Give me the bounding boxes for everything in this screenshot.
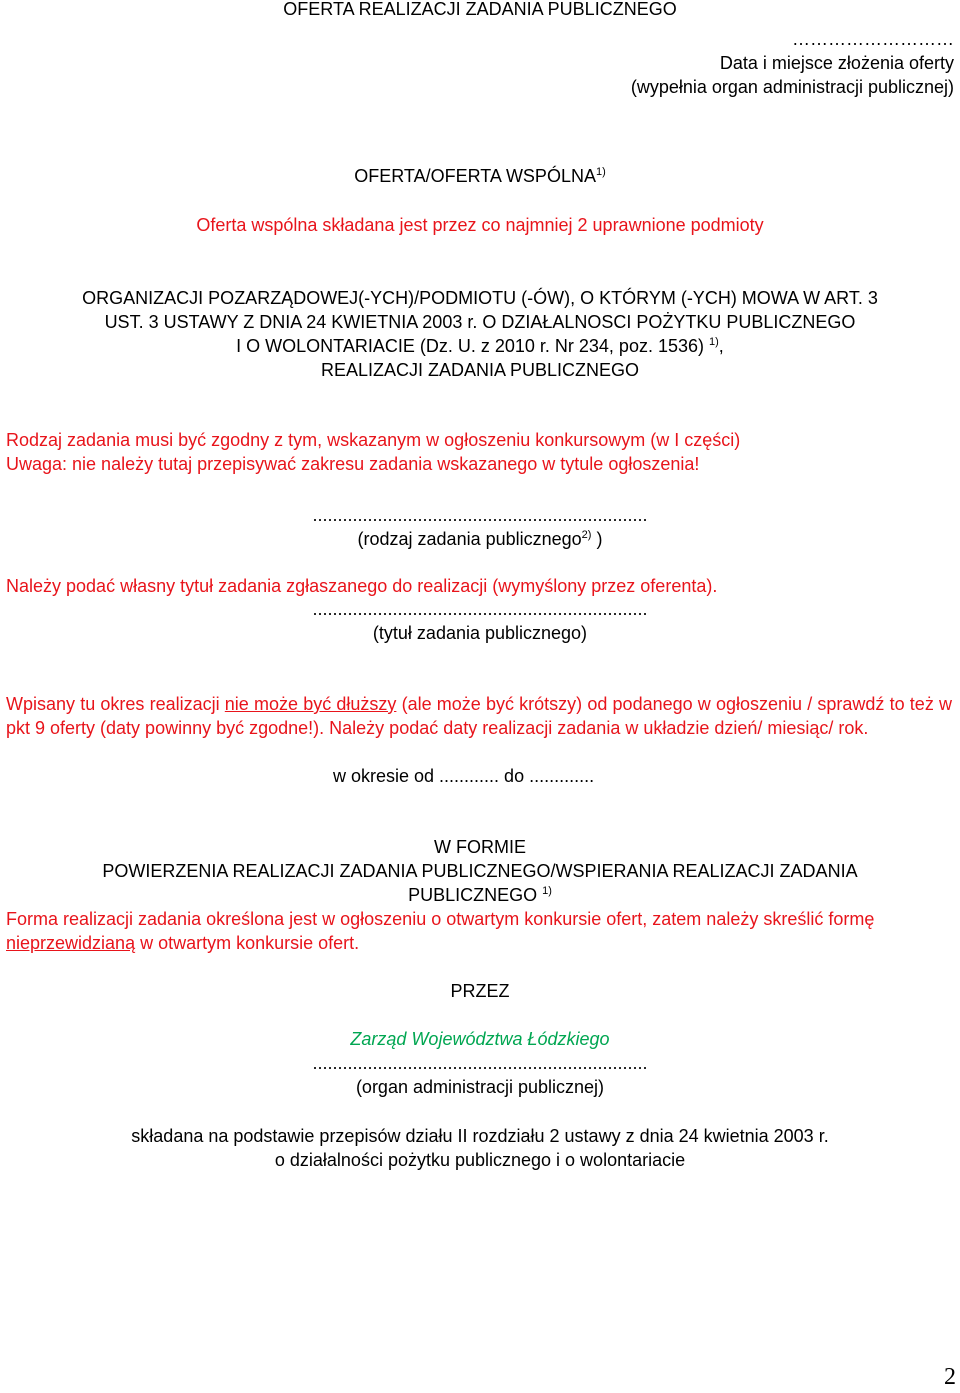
form-note-emphasis: nieprzewidzianą bbox=[6, 933, 136, 953]
form-heading: W FORMIE bbox=[434, 837, 526, 857]
org-line-3 bbox=[0, 334, 960, 358]
organization-block bbox=[0, 286, 960, 382]
offer-type-text: OFERTA/OFERTA WSPÓLNA bbox=[354, 166, 596, 186]
form-note-text-2: w otwartym konkursie ofert. bbox=[135, 933, 360, 953]
period-field: w okresie od ............ do ............. bbox=[333, 766, 595, 786]
organ-dots: ................................................................... bbox=[312, 1053, 648, 1073]
period-note-text-2: (ale może być krótszy) od podanego w ogłoszeniu / sprawdź to też w pkt 9 oferty (daty powinny być zgodne!). Należy podać daty realizacji zadania w układzie dzień/ miesiąc/ rok. bbox=[6, 694, 952, 738]
header-title-row bbox=[0, 0, 960, 21]
form-line-1: POWIERZENIA REALIZACJI ZADANIA PUBLICZNEGO/WSPIERANIA REALIZACJI ZADANIA bbox=[102, 861, 858, 881]
task-kind-label bbox=[0, 527, 960, 551]
offer-type-heading bbox=[0, 164, 960, 188]
task-title-label: (tytuł zadania publicznego) bbox=[372, 623, 588, 643]
period-note-text-1: Wpisany tu okres realizacji bbox=[6, 694, 225, 714]
task-kind-label-text: (rodzaj zadania publicznego bbox=[357, 529, 582, 549]
task-kind-field bbox=[0, 503, 960, 551]
footnote-ref: 2) bbox=[581, 529, 592, 541]
task-title-field bbox=[0, 597, 960, 645]
org-line-2: UST. 3 USTAWY Z DNIA 24 KWIETNIA 2003 r. O DZIAŁALNOSCI POŻYTKU PUBLICZNEGO bbox=[104, 312, 856, 332]
footnote-ref: 1) bbox=[595, 166, 606, 178]
org-line-3-tail: , bbox=[718, 336, 724, 356]
period-note-emphasis: nie może być dłuższy bbox=[224, 694, 397, 714]
task-kind-note bbox=[6, 428, 956, 476]
task-title-dots: ................................................................... bbox=[312, 599, 648, 619]
org-line-4: REALIZACJI ZADANIA PUBLICZNEGO bbox=[320, 360, 640, 380]
date-place-hint: (wypełnia organ administracji publicznej) bbox=[630, 77, 954, 97]
title-note: Należy podać własny tytuł zadania zgłaszanego do realizacji (wymyślony przez oferenta). bbox=[6, 576, 718, 596]
task-kind-label-tail: ) bbox=[596, 529, 603, 549]
organ-block bbox=[0, 1027, 960, 1099]
date-place-block bbox=[354, 27, 954, 99]
legal-basis-line-1: składana na podstawie przepisów działu II rozdziału 2 ustawy z dnia 24 kwietnia 2003 r. bbox=[131, 1126, 829, 1146]
legal-basis bbox=[0, 1124, 960, 1172]
footnote-ref: 1) bbox=[542, 885, 552, 897]
organ-label: (organ administracji publicznej) bbox=[355, 1077, 605, 1097]
date-place-label: Data i miejsce złożenia oferty bbox=[719, 53, 954, 73]
by-heading: PRZEZ bbox=[450, 981, 510, 1001]
document-title: OFERTA REALIZACJI ZADANIA PUBLICZNEGO bbox=[283, 0, 677, 19]
period-note bbox=[6, 692, 952, 740]
page-number: 2 bbox=[944, 1364, 956, 1390]
task-kind-note-line-2: Uwaga: nie należy tutaj przepisywać zakresu zadania wskazanego w tytule ogłoszenia! bbox=[6, 454, 700, 474]
org-line-3-text: I O WOLONTARIACIE (Dz. U. z 2010 r. Nr 234, poz. 1536) bbox=[236, 336, 704, 356]
form-line-2 bbox=[0, 883, 960, 907]
date-place-dots: ……………………… bbox=[792, 29, 954, 49]
task-kind-dots: ................................................................... bbox=[312, 505, 648, 525]
form-note bbox=[6, 907, 956, 955]
organ-name: Zarząd Województwa Łódzkiego bbox=[350, 1029, 610, 1049]
task-kind-note-line-1: Rodzaj zadania musi być zgodny z tym, wskazanym w ogłoszeniu konkursowym (w I części) bbox=[6, 430, 741, 450]
form-block bbox=[0, 835, 960, 907]
form-line-2-text: PUBLICZNEGO bbox=[408, 885, 538, 905]
joint-offer-note: Oferta wspólna składana jest przez co najmniej 2 uprawnione podmioty bbox=[196, 215, 764, 235]
form-note-text-1: Forma realizacji zadania określona jest w ogłoszeniu o otwartym konkursie ofert, zatem należy skreślić formę bbox=[6, 909, 875, 929]
legal-basis-line-2: o działalności pożytku publicznego i o wolontariacie bbox=[274, 1150, 686, 1170]
footnote-ref: 1) bbox=[709, 336, 719, 348]
org-line-1: ORGANIZACJI POZARZĄDOWEJ(-YCH)/PODMIOTU (-ÓW), O KTÓRYM (-YCH) MOWA W ART. 3 bbox=[82, 288, 878, 308]
